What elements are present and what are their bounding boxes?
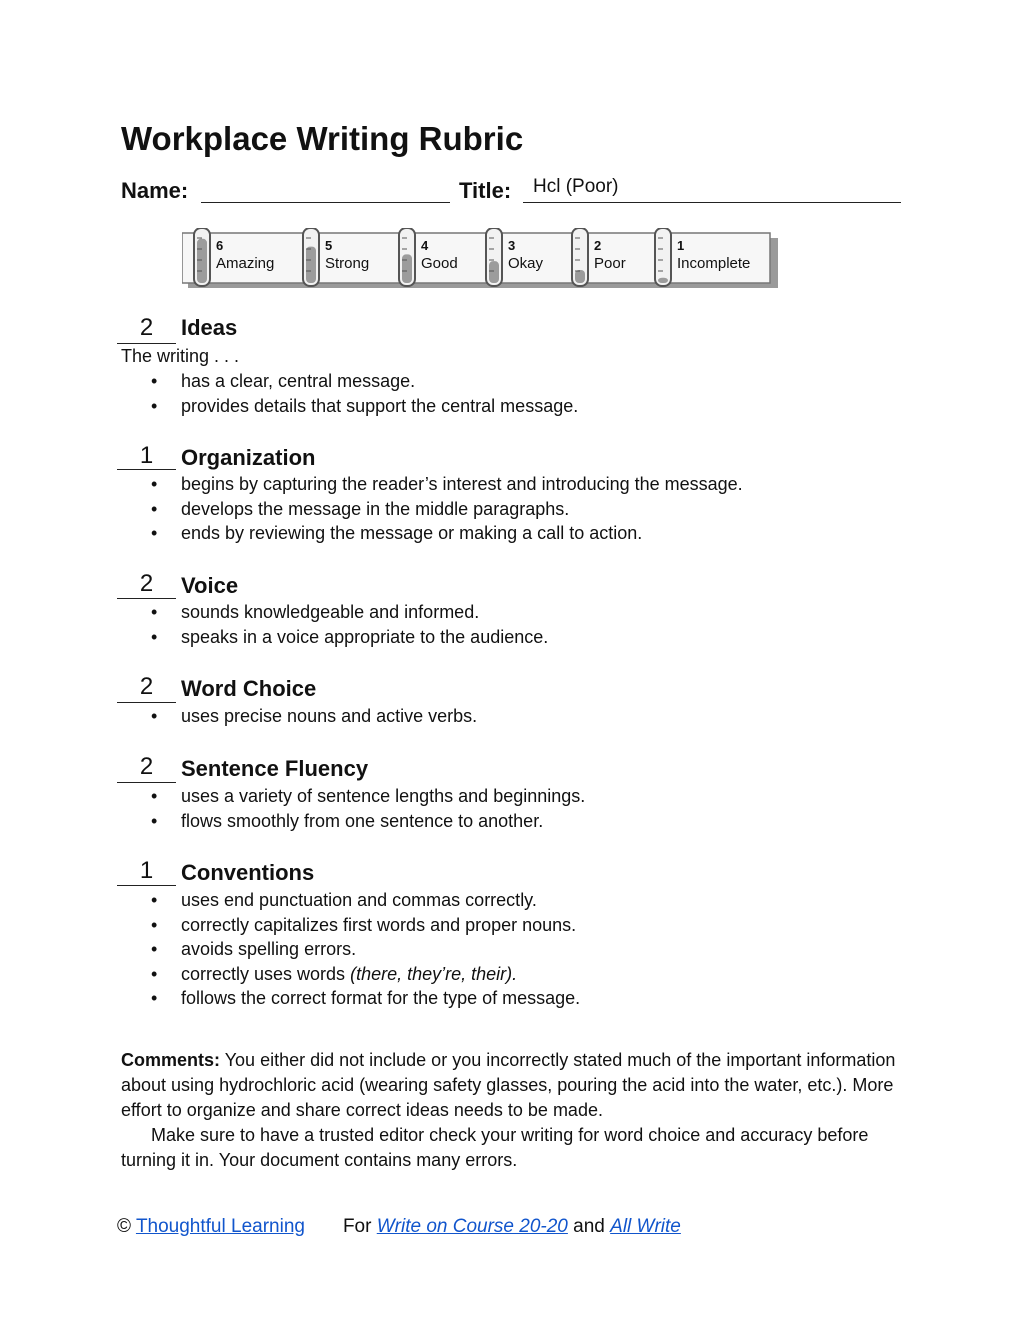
organization-score: 1 (139, 442, 154, 469)
list-item (151, 962, 580, 987)
tube-fill-3 (489, 261, 499, 283)
list-item: • uses precise nouns and active verbs. (151, 704, 477, 729)
voice-score: 2 (139, 570, 154, 597)
scale-3-number: 3 (508, 238, 516, 253)
write-on-course-link[interactable]: Write on Course 20-20 (376, 1216, 568, 1237)
title-field[interactable] (523, 202, 901, 203)
conventions-criteria (151, 888, 580, 1011)
all-write-link[interactable]: All Write (610, 1216, 681, 1237)
list-item: • flows smoothly from one sentence to another. (151, 809, 585, 834)
scale-2-number: 2 (594, 238, 602, 253)
scale-6-number: 6 (216, 238, 224, 253)
comments-paragraph-2: Make sure to have a trusted editor check your writing for word choice and accuracy before turning it in. Your document contains many errors. (121, 1125, 869, 1170)
tube-fill-5 (306, 247, 316, 283)
list-item-italic: (there, they’re, their). (350, 963, 518, 984)
sentence-fluency-score: 2 (139, 753, 154, 780)
organization-heading: Organization (181, 445, 316, 470)
list-item: • provides details that support the central message. (151, 394, 578, 419)
tube-fill-2 (575, 270, 585, 283)
ideas-intro: The writing . . . (121, 346, 240, 366)
comments (121, 1048, 901, 1173)
list-item-text: correctly uses words (181, 963, 346, 984)
scale-3-label: Okay (508, 255, 544, 272)
ideas-score-line[interactable] (117, 343, 176, 344)
tube-fill-6 (197, 239, 207, 283)
organization-criteria (151, 472, 743, 546)
list-item: • avoids spelling errors. (151, 937, 580, 962)
footer (117, 1216, 681, 1238)
scale-5-number: 5 (325, 238, 333, 253)
word-choice-score: 2 (139, 673, 154, 700)
scale-5-label: Strong (325, 255, 370, 272)
thoughtful-learning-link[interactable]: Thoughtful Learning (135, 1216, 305, 1237)
rating-scale (182, 228, 778, 292)
scale-4-number: 4 (421, 238, 429, 253)
word-choice-score-line[interactable] (117, 702, 176, 703)
list-item: • follows the correct format for the type of message. (151, 986, 580, 1011)
conventions-heading: Conventions (181, 860, 315, 885)
ideas-heading: Ideas (181, 315, 238, 340)
list-item: • uses end punctuation and commas correctly. (151, 888, 580, 913)
list-item: • correctly capitalizes first words and proper nouns. (151, 913, 580, 938)
word-choice-criteria (151, 704, 477, 729)
comments-paragraph-1: You either did not include or you incorrectly stated much of the important information about using hydrochloric acid (wearing safety glasses, pouring the acid into the water, etc.). More effort to organize and share correct ideas needs to be made. (121, 1050, 896, 1120)
sentence-fluency-score-line[interactable] (117, 782, 176, 783)
comments-label: Comments: (121, 1050, 221, 1070)
footer-and-text: and (573, 1216, 605, 1237)
list-item: • speaks in a voice appropriate to the audience. (151, 625, 548, 650)
sentence-fluency-heading: Sentence Fluency (181, 756, 369, 781)
scale-2-label: Poor (594, 255, 626, 272)
list-item: • uses a variety of sentence lengths and beginnings. (151, 784, 585, 809)
word-choice-heading: Word Choice (181, 676, 317, 701)
scale-4-label: Good (421, 255, 458, 272)
tube-1 (655, 228, 671, 286)
sentence-fluency-criteria (151, 784, 585, 833)
name-field[interactable] (201, 202, 450, 203)
list-item: • develops the message in the middle paragraphs. (151, 497, 743, 522)
footer-for-text: For (342, 1216, 372, 1237)
organization-score-line[interactable] (117, 469, 176, 470)
list-item: • begins by capturing the reader’s interest and introducing the message. (151, 472, 743, 497)
voice-heading: Voice (181, 573, 239, 598)
scale-6-label: Amazing (216, 255, 275, 272)
conventions-score-line[interactable] (117, 885, 176, 886)
tube-fill-1 (658, 278, 668, 283)
tube-fill-4 (402, 254, 412, 283)
title-value: Hcl (Poor) (533, 176, 619, 197)
page-title: Workplace Writing Rubric (121, 120, 524, 157)
copyright-symbol: © (117, 1216, 131, 1237)
voice-criteria (151, 600, 548, 649)
title-label: Title: (459, 178, 512, 203)
scale-1-number: 1 (677, 238, 685, 253)
list-item: • sounds knowledgeable and informed. (151, 600, 548, 625)
voice-score-line[interactable] (117, 598, 176, 599)
ideas-criteria (151, 369, 578, 418)
conventions-score: 1 (139, 857, 154, 884)
list-item: • ends by reviewing the message or making a call to action. (151, 521, 743, 546)
name-label: Name: (121, 178, 189, 203)
scale-1-label: Incomplete (677, 255, 751, 272)
list-item: • has a clear, central message. (151, 369, 578, 394)
ideas-score: 2 (139, 314, 154, 341)
